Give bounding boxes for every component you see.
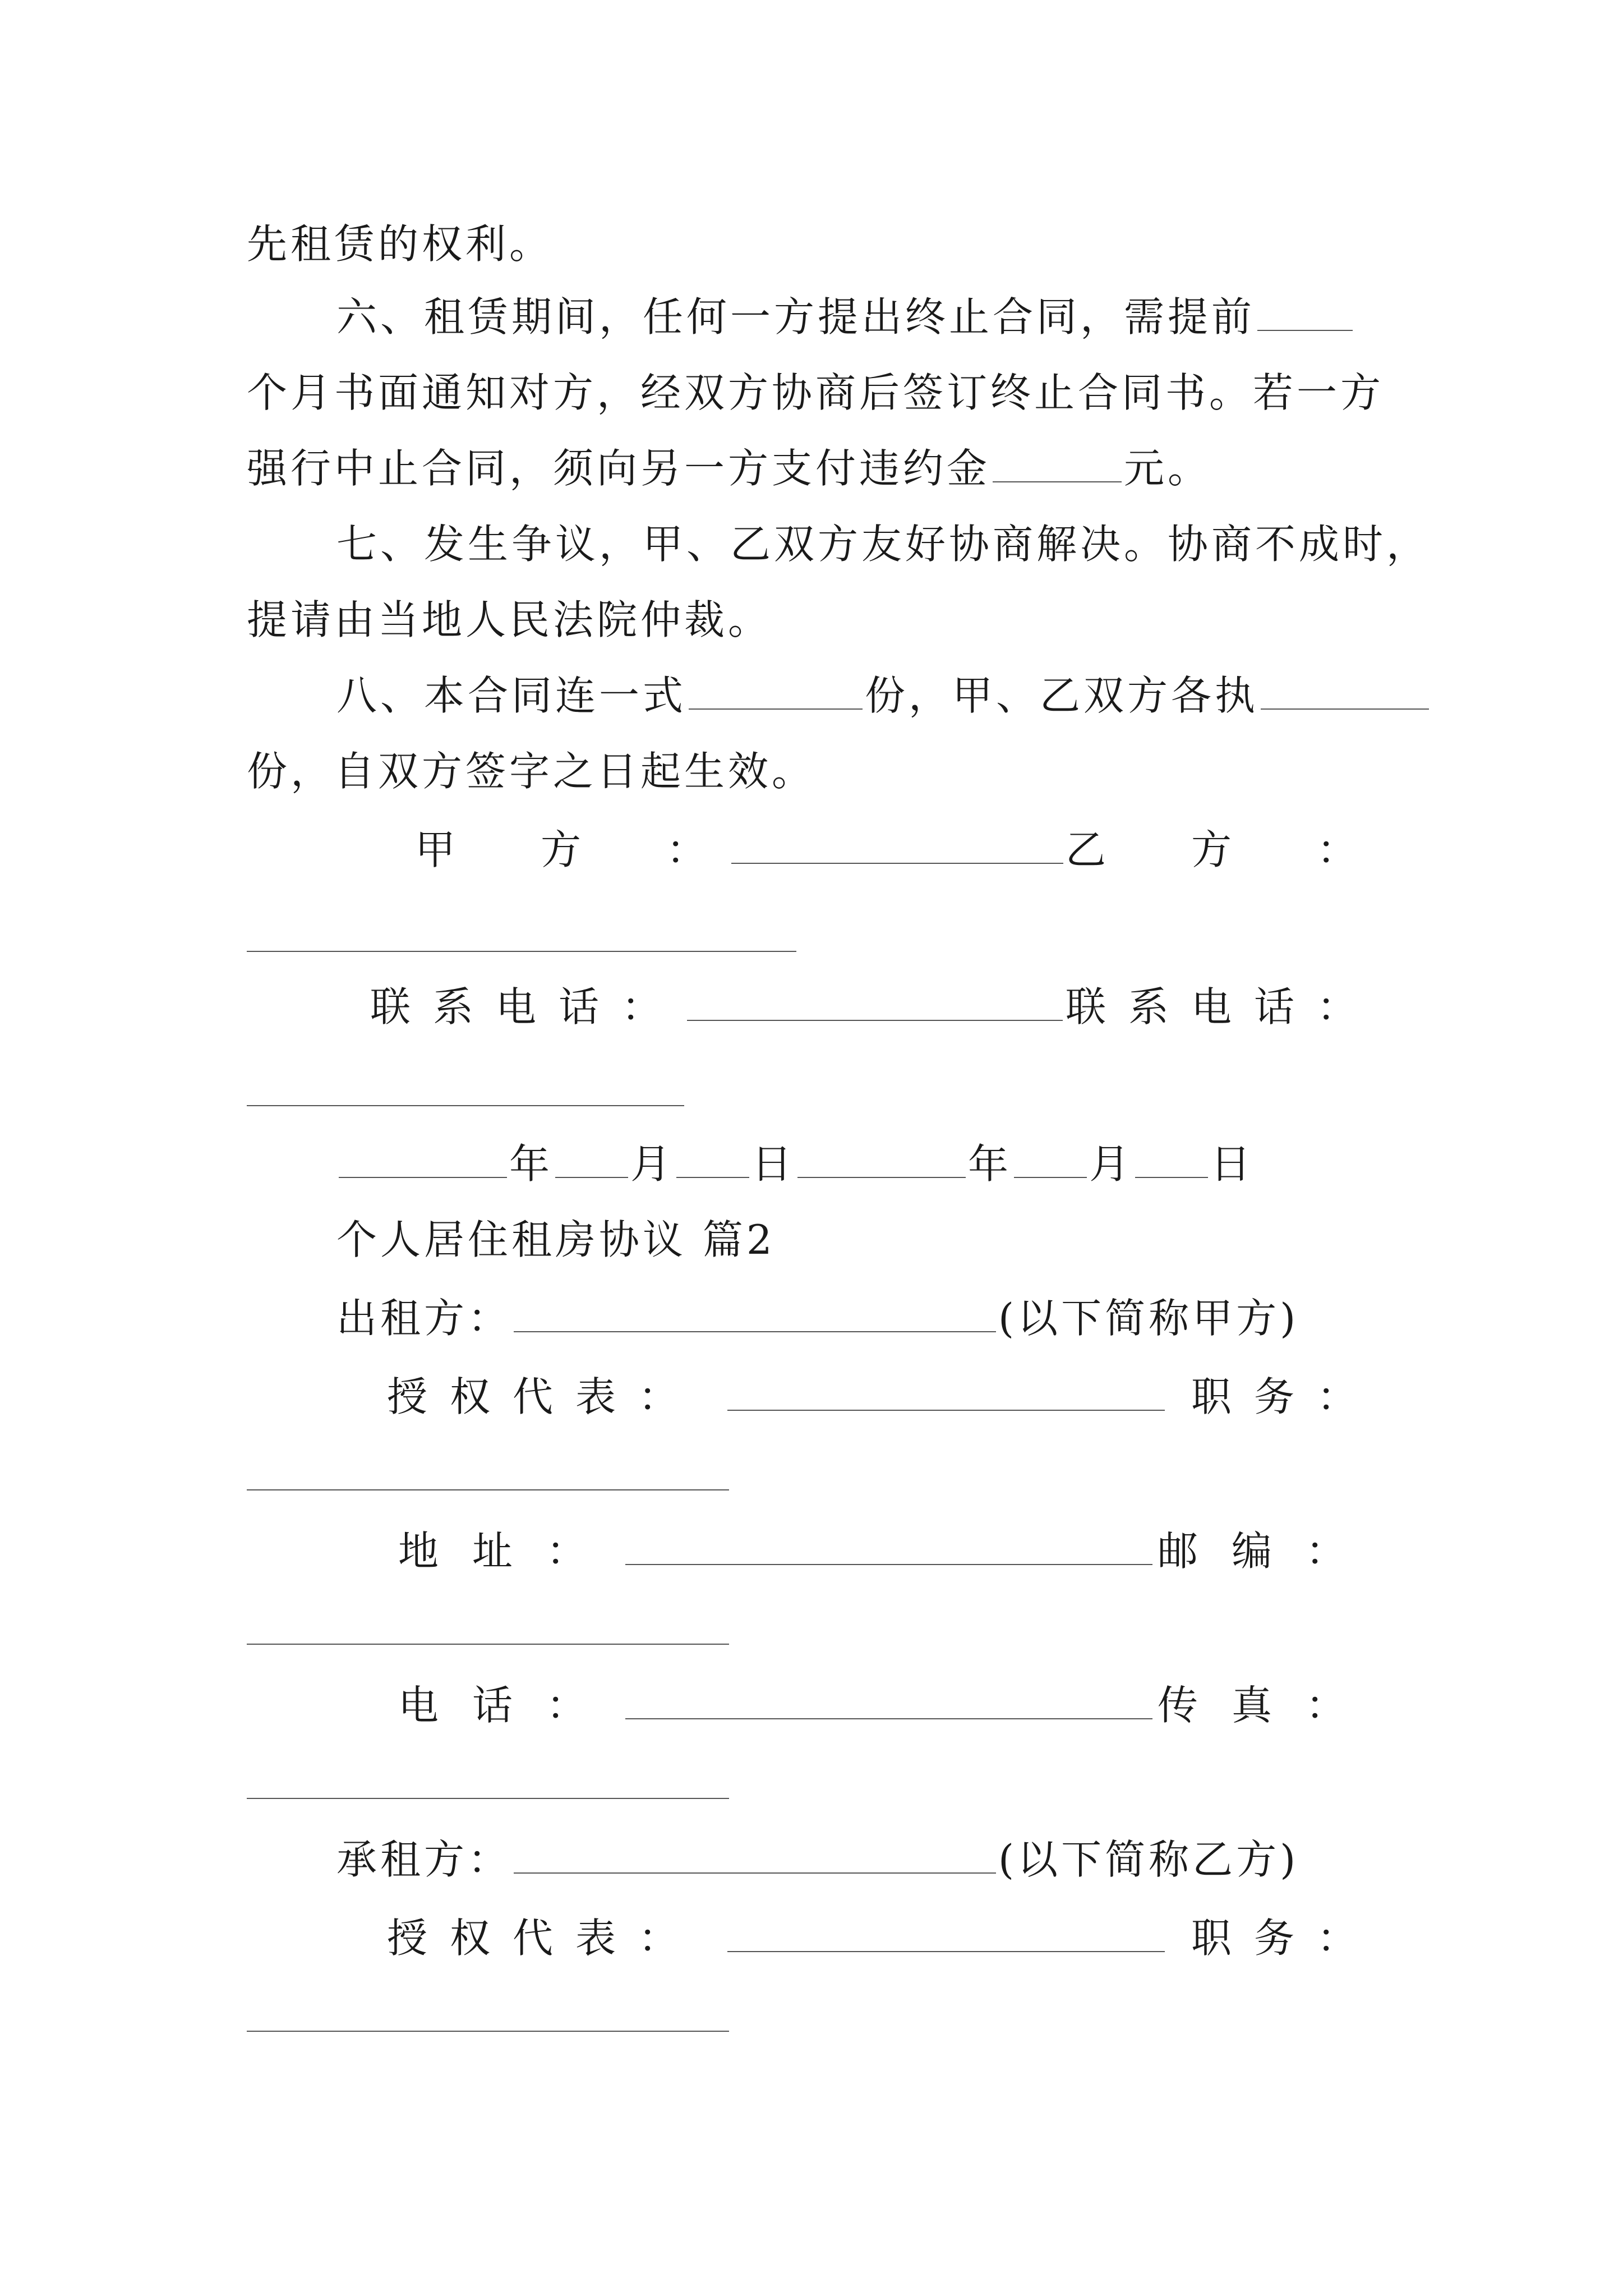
lessee-blank[interactable] [514,1838,996,1874]
clause-6-line-1 [336,283,1380,351]
phone-a-blank[interactable] [687,985,1063,1021]
rep-label: 授权代表： [387,1373,702,1420]
date-row [336,1130,1380,1198]
lessee-note: (以下简称乙方) [998,1836,1299,1883]
tel-label: 电话： [398,1682,621,1729]
notice-months-blank[interactable] [1257,295,1353,331]
day-a-blank[interactable] [676,1142,749,1178]
penalty-text: 强行中止合同，须向另一方支付违约金 [247,445,991,492]
section-2-title: 个人居住租房协议 篇2 [336,1216,776,1263]
copies-total-blank[interactable] [689,674,863,710]
position-blank[interactable] [247,1489,729,1490]
month-a-label: 月 [630,1140,675,1188]
penalty-amount-blank[interactable] [993,447,1122,482]
clause-8-line-1 [336,662,1380,729]
rep-row [387,1363,1380,1430]
lessor-note: (以下简称甲方) [998,1295,1299,1342]
position-label: 职务： [1191,1373,1380,1420]
clause-7-line-2: 提请由当地人民法院仲裁。 [247,596,772,643]
lessor-label: 出租方： [336,1295,512,1342]
clause-8-line-2: 份，自双方签字之日起生效。 [247,748,816,795]
party-b-blank[interactable] [247,951,796,952]
clause-5-end: 先租赁的权利。 [247,220,554,268]
fax-blank[interactable] [247,1798,729,1799]
phone-b-blank[interactable] [247,1105,684,1106]
lessor-row [336,1285,1380,1352]
month-a-blank[interactable] [555,1142,628,1178]
address-row [398,1517,1380,1585]
tel-blank[interactable] [625,1683,1152,1719]
copies-each-blank[interactable] [1261,674,1429,710]
day-a-label: 日 [751,1140,796,1188]
address-label: 地址： [398,1527,621,1575]
clause-7-line-1: 七、发生争议，甲、乙双方友好协商解决。协商不成时， [336,521,1431,568]
lessee-row [336,1826,1380,1893]
phone-row [370,973,1380,1041]
position2-label: 职务： [1191,1915,1380,1962]
rep2-label: 授权代表： [387,1915,702,1962]
year-b-blank[interactable] [797,1142,966,1178]
party-b-label: 乙 方 ： [1065,826,1380,873]
phone-b-label: 联系电话： [1065,983,1380,1030]
fax-label: 传真： [1157,1682,1380,1729]
party-a-blank[interactable] [731,828,1063,864]
month-b-blank[interactable] [1014,1142,1087,1178]
lessee-label: 承租方： [336,1836,512,1883]
clause-6-line-3 [247,435,1380,502]
copies-each-text: 份，甲、乙双方各执 [865,672,1259,719]
position2-blank[interactable] [247,2031,729,2032]
clause-6-line-2: 个月书面通知对方，经双方协商后签订终止合同书。若一方 [247,369,1385,416]
day-b-blank[interactable] [1135,1142,1208,1178]
address-blank[interactable] [625,1529,1152,1565]
rep-blank[interactable] [727,1375,1165,1411]
party-signature-row [415,816,1380,884]
zip-label: 邮编： [1157,1527,1380,1575]
zip-blank[interactable] [247,1644,729,1645]
phone-a-label: 联系电话： [370,983,685,1030]
lessor-blank[interactable] [514,1296,996,1332]
copies-text: 八、本合同连一式 [336,672,687,719]
tel-row [398,1672,1380,1739]
clause-6-text: 六、租赁期间，任何一方提出终止合同，需提前 [336,293,1256,341]
rep2-blank[interactable] [727,1916,1165,1952]
rep2-row [387,1904,1380,1972]
party-a-label: 甲 方 ： [415,826,730,873]
year-a-label: 年 [509,1140,554,1188]
year-b-label: 年 [968,1140,1012,1188]
day-b-label: 日 [1210,1140,1255,1188]
penalty-unit: 元。 [1124,445,1212,492]
year-a-blank[interactable] [339,1142,507,1178]
month-b-label: 月 [1089,1140,1133,1188]
